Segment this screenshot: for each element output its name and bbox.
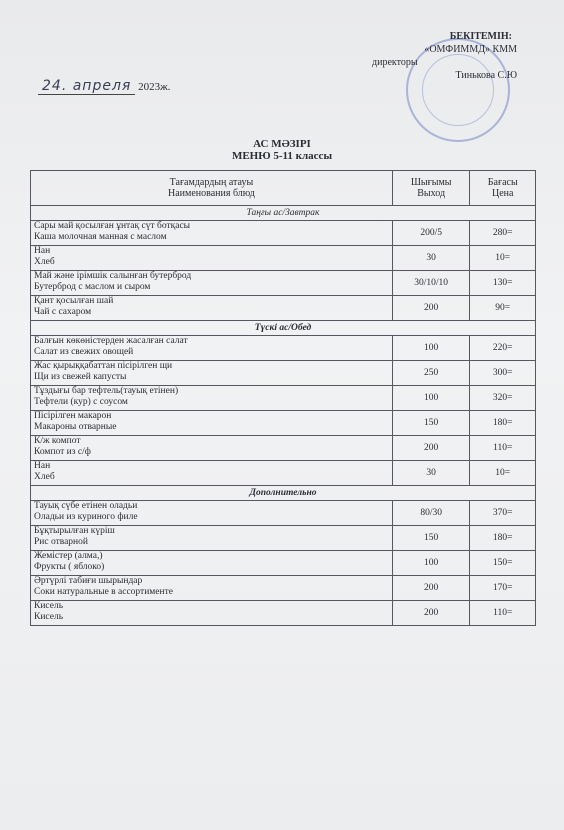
section-row-extra	[31, 486, 536, 501]
dish-output: 100	[392, 336, 470, 361]
col-name-ru: Наименования блюд	[168, 188, 255, 199]
dish-name-cell	[31, 411, 393, 436]
dish-price: 10=	[470, 461, 536, 486]
dish-name-ru: Каша молочная манная с маслом	[34, 232, 167, 242]
menu-title-kz: АС МӘЗІРІ	[253, 138, 311, 150]
dish-output: 30/10/10	[392, 271, 470, 296]
dish-price: 180=	[470, 411, 536, 436]
table-row	[31, 296, 536, 321]
dish-price: 10=	[470, 246, 536, 271]
dish-name-kz: Тұздығы бар тефтель(тауық етінен)	[34, 386, 179, 396]
dish-output: 200/5	[392, 221, 470, 246]
table-row	[31, 336, 536, 361]
dish-price: 320=	[470, 386, 536, 411]
dish-name-ru: Рис отварной	[34, 537, 88, 547]
dish-price: 370=	[470, 501, 536, 526]
dish-name-ru: Хлеб	[34, 472, 55, 482]
dish-name-ru: Чай с сахаром	[34, 307, 92, 317]
col-out-ru: Выход	[417, 188, 446, 199]
dish-name-kz: Тауық сүбе етінен оладьи	[34, 501, 138, 511]
dish-name-cell	[31, 551, 393, 576]
dish-name-ru: Компот из с/ф	[34, 447, 91, 457]
date-year: 2023ж.	[138, 81, 171, 93]
dish-output: 100	[392, 386, 470, 411]
col-name-header	[31, 171, 393, 206]
col-out-kz: Шығымы	[410, 177, 452, 188]
dish-output: 150	[392, 526, 470, 551]
dish-name-kz: Бұқтырылған күріш	[34, 526, 115, 536]
dish-output: 200	[392, 576, 470, 601]
dish-name-cell	[31, 246, 393, 271]
dish-name-kz: Жас қырыққабаттан пісірілген щи	[34, 361, 173, 371]
dish-output: 30	[392, 461, 470, 486]
dish-name-cell	[31, 501, 393, 526]
dish-name-ru: Тефтели (кур) с соусом	[34, 397, 128, 407]
approve-name: Тинькова С.Ю	[455, 70, 517, 81]
dish-output: 200	[392, 436, 470, 461]
table-row	[31, 271, 536, 296]
dish-name-cell	[31, 221, 393, 246]
table-row	[31, 461, 536, 486]
dish-name-ru: Соки натуральные в ассортименте	[34, 587, 173, 597]
dish-name-cell	[31, 576, 393, 601]
dish-name-cell	[31, 361, 393, 386]
dish-output: 250	[392, 361, 470, 386]
section-title: Дополнительно	[249, 487, 317, 498]
dish-name-kz: Жемістер (алма,)	[34, 551, 103, 561]
table-row	[31, 361, 536, 386]
dish-name-ru: Кисель	[34, 612, 64, 622]
handwritten-date: 24. апреля	[38, 78, 135, 95]
dish-name-ru: Щи из свежей капусты	[34, 372, 127, 382]
approve-title: БЕКІТЕМІН:	[449, 31, 512, 42]
dish-name-cell	[31, 461, 393, 486]
dish-name-kz: Әртүрлі табиғи шырындар	[34, 576, 143, 586]
table-row	[31, 386, 536, 411]
table-row	[31, 576, 536, 601]
dish-name-cell	[31, 526, 393, 551]
dish-name-kz: Нан	[34, 461, 51, 471]
col-name-kz: Тағамдардың атауы	[169, 177, 254, 188]
dish-name-cell	[31, 336, 393, 361]
section-title: Таңғы ас/Завтрак	[246, 207, 320, 218]
approve-org: «ОМФИММД» КММ	[424, 44, 517, 55]
dish-price: 180=	[470, 526, 536, 551]
table-header	[31, 171, 536, 206]
dish-name-kz: Балғын көкөністерден жасалған салат	[34, 336, 188, 346]
dish-name-ru: Макароны отварные	[34, 422, 117, 432]
dish-name-kz: Пісірілген макарон	[34, 411, 112, 421]
dish-price: 170=	[470, 576, 536, 601]
dish-name-cell	[31, 436, 393, 461]
dish-price: 300=	[470, 361, 536, 386]
dish-name-ru: Хлеб	[34, 257, 55, 267]
table-row	[31, 501, 536, 526]
dish-name-ru: Оладьи из куриного филе	[34, 512, 138, 522]
dish-name-ru: Салат из свежих овощей	[34, 347, 134, 357]
dish-output: 100	[392, 551, 470, 576]
dish-output: 200	[392, 601, 470, 626]
table-row	[31, 411, 536, 436]
dish-price: 110=	[470, 601, 536, 626]
dish-name-kz: Нан	[34, 246, 51, 256]
section-row-breakfast	[31, 206, 536, 221]
table-row	[31, 551, 536, 576]
dish-name-kz: Кисель	[34, 601, 64, 611]
approve-role: директоры	[372, 57, 418, 68]
table-row	[31, 436, 536, 461]
section-title: Түскі ас/Обед	[254, 322, 312, 333]
table-row	[31, 221, 536, 246]
dish-name-cell	[31, 271, 393, 296]
dish-name-kz: К/ж компот	[34, 436, 81, 446]
dish-name-kz: Сары май қосылған ұнтақ сүт ботқасы	[34, 221, 191, 231]
dish-price: 220=	[470, 336, 536, 361]
dish-name-cell	[31, 296, 393, 321]
col-price-kz: Бағасы	[487, 177, 518, 188]
col-out-header	[392, 171, 470, 206]
dish-output: 80/30	[392, 501, 470, 526]
dish-name-kz: Май және ірімшік салынған бутерброд	[34, 271, 192, 281]
dish-price: 110=	[470, 436, 536, 461]
menu-title-ru: МЕНЮ 5-11 классы	[231, 150, 333, 162]
table-row	[31, 601, 536, 626]
dish-price: 130=	[470, 271, 536, 296]
dish-name-ru: Бутерброд с маслом и сыром	[34, 282, 151, 292]
dish-output: 150	[392, 411, 470, 436]
dish-price: 280=	[470, 221, 536, 246]
dish-name-cell	[31, 601, 393, 626]
table-row	[31, 526, 536, 551]
col-price-header	[470, 171, 536, 206]
dish-name-cell	[31, 386, 393, 411]
dish-output: 200	[392, 296, 470, 321]
dish-output: 30	[392, 246, 470, 271]
table-row	[31, 246, 536, 271]
section-row-lunch	[31, 321, 536, 336]
approval-block	[372, 30, 557, 82]
dish-price: 150=	[470, 551, 536, 576]
dish-name-kz: Қант қосылған шай	[34, 296, 114, 306]
col-price-ru: Цена	[492, 188, 514, 199]
dish-price: 90=	[470, 296, 536, 321]
date-line	[38, 78, 170, 94]
dish-name-ru: Фрукты ( яблоко)	[34, 562, 105, 572]
menu-table	[30, 170, 536, 626]
